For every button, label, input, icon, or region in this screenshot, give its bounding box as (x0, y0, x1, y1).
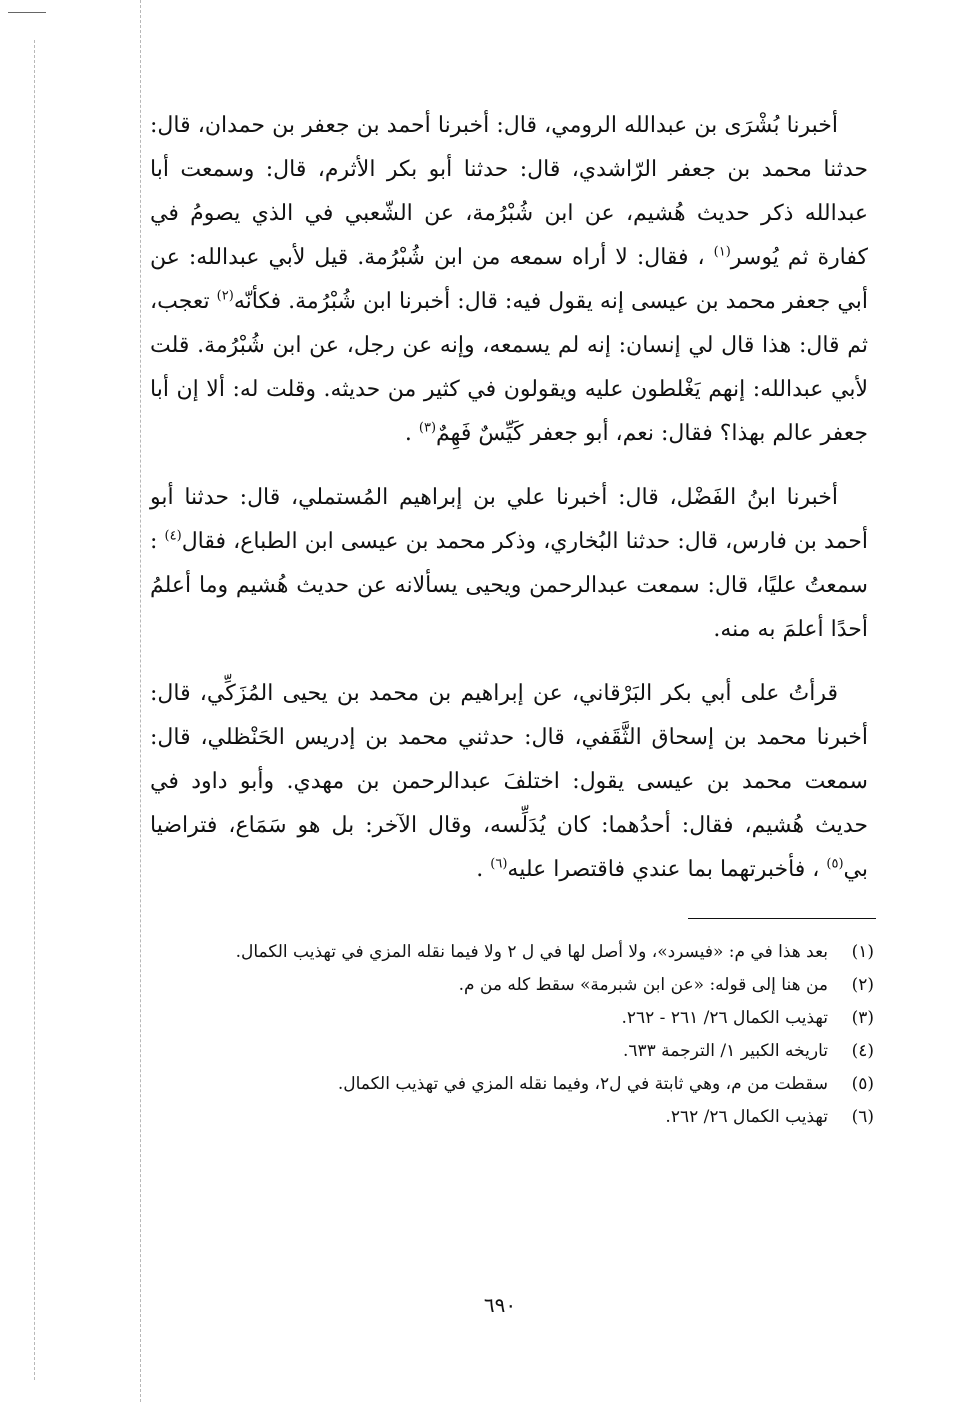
paragraph-text: ، فأخبرتهما بما عندي فاقتصرا عليه (507, 857, 827, 882)
footnote-text: سقطت من م، وهي ثابتة في ل٢، وفيما نقله المزي في تهذيب الكمال. (337, 1074, 828, 1094)
footnote-separator (688, 918, 876, 919)
footnote (152, 1102, 874, 1132)
footnote-text: تهذيب الكمال ٢٦/ ٢٦١ - ٢٦٢. (621, 1008, 828, 1028)
paragraph (150, 476, 868, 652)
footnote-number: (٥) (851, 1074, 874, 1094)
paragraph (150, 672, 868, 892)
scan-edge-line (140, 0, 141, 1402)
footnote-ref: (٣) (418, 420, 437, 436)
footnote (152, 970, 874, 1000)
footnote (152, 937, 874, 967)
footnote-text: بعد هذا في م: «فيسرد»، ولا أصل لها في ل ٢ ولا فيما نقله المزي في تهذيب الكمال. (235, 942, 828, 962)
footnote-ref: (٥) (826, 856, 844, 872)
footnote-number: (٣) (851, 1008, 874, 1028)
footnote-ref: (٤) (164, 528, 182, 544)
paragraph (150, 104, 868, 456)
footnote (152, 1036, 874, 1066)
paragraph-text: أخبرنا ابنُ الفَضْل، قال: أخبرنا علي بن إبراهيم المُستملي، قال: حدثنا أبو أحمد بن فارس، قال: حدثنا البُخاري، وذكر محمد بن عيسى ابن الطباع، فقال (150, 485, 869, 554)
footnote-ref: (٦) (490, 856, 508, 872)
paragraph-text: . (476, 857, 491, 882)
footnote-text: تاريخه الكبير ١/ الترجمة ٦٣٣. (622, 1041, 828, 1061)
main-text (150, 104, 868, 892)
footnote-text: تهذيب الكمال ٢٦/ ٢٦٢. (665, 1107, 828, 1127)
paragraph-text: قرأتُ على أبي بكر البَرْقاني، عن إبراهيم بن محمد بن يحيى المُزَكِّي، قال: أخبرنا محمد بن إسحاق الثَّقَفي، قال: حدثني محمد بن إدريس الحَنْظلي، قال: سمعت محمد بن عيسى يقول: اختلفَ عبدالرحمن بن مهدي. وأبو داود في حديث هُشيم، فقال: أحدُهما: كان يُدَلِّسه، وقال الآخر: بل هو سَمَاع، فتراضيا بي (150, 681, 868, 882)
scan-edge-line (34, 40, 35, 1380)
footnote-ref: (٢) (216, 288, 234, 304)
paragraph-text: ، فقال: لا أراه سمعه من ابن شُبْرُمة. قيل لأبي عبدالله: عن أبي جعفر محمد بن عيسى إنه يقول فيه: قال: أخبرنا ابن شُبْرُمة. فكأنّه (150, 245, 868, 314)
paragraph-text: : سمعتُ عليًا، قال: سمعت عبدالرحمن ويحيى يسألانه عن حديث هُشيم وما أعلمُ أحدًا أعلمَ به منه. (150, 529, 868, 642)
footnote-number: (٤) (851, 1041, 874, 1061)
footnote-number: (١) (851, 942, 874, 962)
footnote-number: (٦) (851, 1107, 874, 1127)
footnote (152, 1003, 874, 1033)
page-number: ٦٩٠ (483, 1293, 517, 1317)
footnote-ref: (١) (713, 244, 731, 260)
footnote-number: (٢) (851, 975, 874, 995)
footnote (152, 1069, 874, 1099)
paragraph-text: . (404, 421, 419, 446)
footnote-text: من هنا إلى قوله: «عن ابن شبرمة» سقط كله من م. (458, 975, 828, 995)
paragraph-text: أخبرنا بُشْرَى بن عبدالله الرومي، قال: أخبرنا أحمد بن جعفر بن حمدان، قال: حدثنا محمد بن جعفر الرّاشدي، قال: حدثنا أبو بكر الأثرم، قال: وسمعت أبا عبدالله ذكر حديث هُشيم، عن ابن شُبْرُمة، عن الشّعبي في الذي يصومُ في كفارة ثم يُوسر (150, 113, 868, 270)
footnotes (152, 937, 874, 1135)
crop-mark (8, 12, 46, 13)
paragraph-text: تعجب، ثم قال: هذا قال لي إنسان: إنه لم يسمعه، وإنه عن رجل، عن ابن شُبْرُمة. قلت لأبي عبدالله: إنهم يَغْلطون عليه ويقولون في كثير من حديثه. وقلت له: ألا إن أبا جعفر عالم بهذا؟ فقال: نعم، أبو جعفر كَيِّسٌ فَهِمٌ (150, 289, 868, 446)
